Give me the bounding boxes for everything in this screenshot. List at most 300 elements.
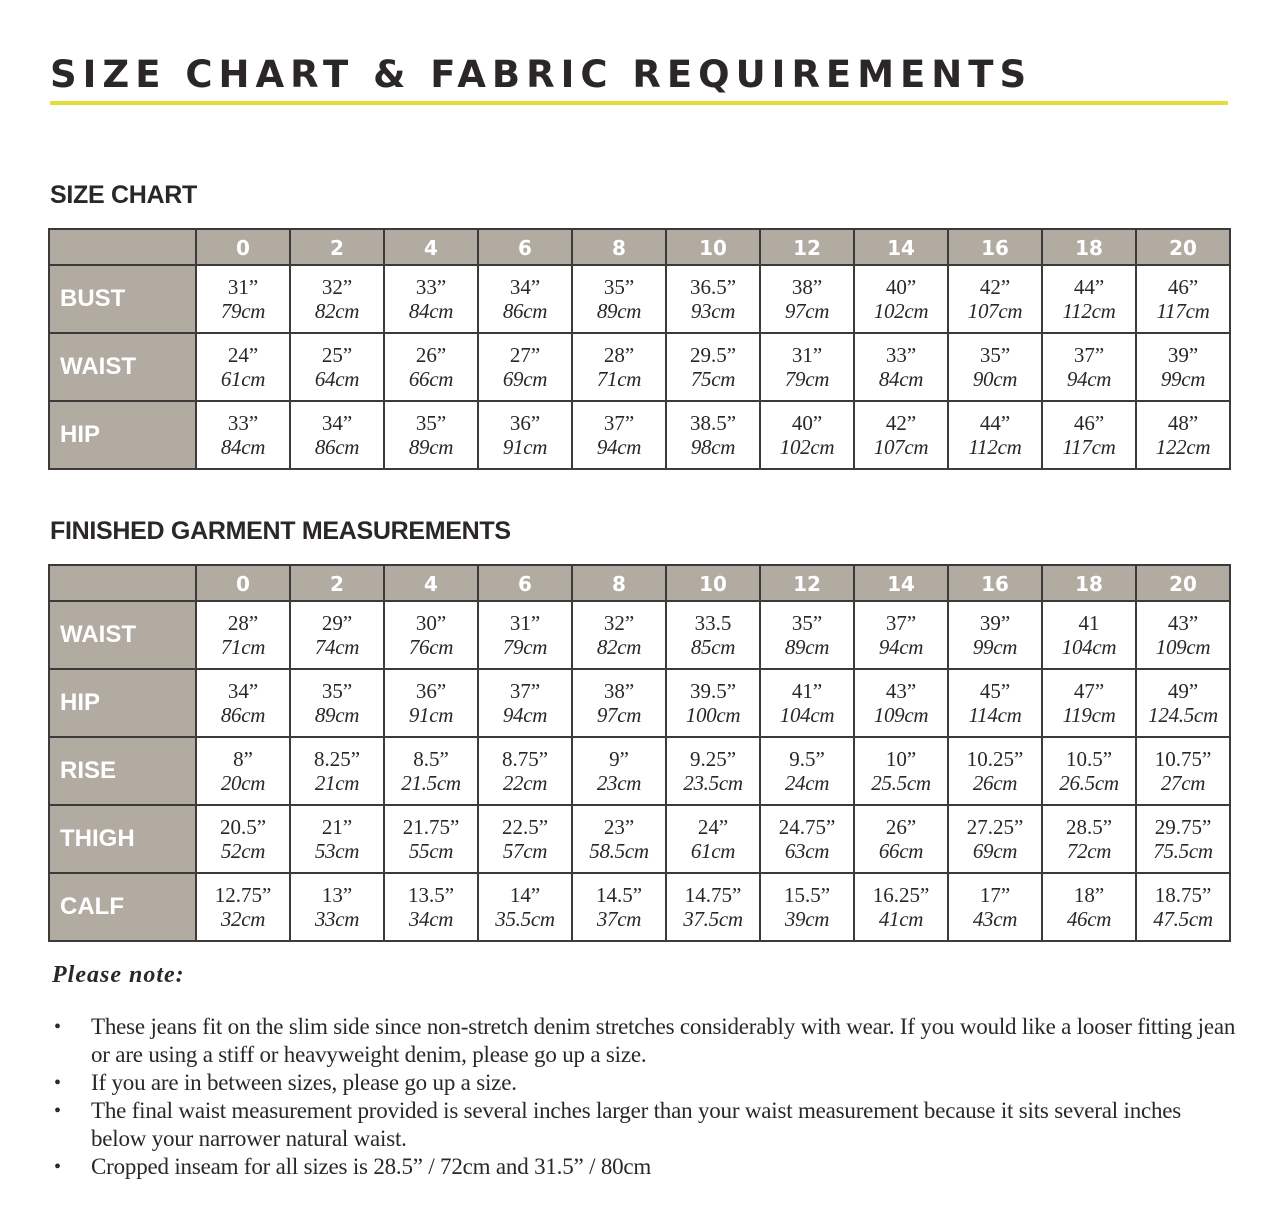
row-label: CALF [49, 873, 196, 941]
cm-value: 86cm [314, 435, 360, 459]
measurement-cell [854, 873, 948, 941]
cm-value: 34cm [408, 907, 454, 931]
cm-value: 99cm [972, 635, 1018, 659]
measurement-cell [1042, 333, 1136, 401]
inch-value: 20.5” [219, 815, 267, 839]
cm-value: 69cm [502, 367, 548, 391]
notes-list [50, 1013, 1240, 1181]
inch-value: 10” [885, 747, 917, 771]
cm-value: 39cm [784, 907, 830, 931]
inch-value: 8.75” [501, 747, 549, 771]
measurement-cell [478, 873, 572, 941]
cm-value: 47.5cm [1153, 907, 1213, 931]
inch-value: 37” [885, 611, 917, 635]
inch-value: 9.5” [789, 747, 825, 771]
inch-value: 35” [321, 679, 353, 703]
cm-value: 98cm [690, 435, 736, 459]
measurement-cell [854, 265, 948, 333]
inch-value: 10.75” [1154, 747, 1212, 771]
measurement-cell [384, 873, 478, 941]
inch-value: 39.5” [689, 679, 737, 703]
cm-value: 89cm [596, 299, 642, 323]
measurement-cell [1042, 737, 1136, 805]
inch-value: 13.5” [407, 883, 455, 907]
measurement-cell [478, 333, 572, 401]
cm-value: 102cm [779, 435, 835, 459]
cm-value: 94cm [878, 635, 924, 659]
measurement-cell [948, 601, 1042, 669]
measurement-cell [572, 737, 666, 805]
note-text: These jeans fit on the slim side since non-stretch denim stretches considerably with wear. If you would like a looser fitting jean or are using a stiff or heavyweight denim, please go up a size. [91, 1014, 1236, 1067]
measurement-cell [196, 601, 290, 669]
inch-value: 38.5” [689, 411, 737, 435]
cm-value: 75cm [690, 367, 736, 391]
cm-value: 107cm [967, 299, 1023, 323]
finished-row-rise [49, 737, 1230, 805]
measurement-cell [196, 265, 290, 333]
inch-value: 14” [509, 883, 541, 907]
cm-value: 84cm [220, 435, 266, 459]
measurement-cell [854, 333, 948, 401]
cm-value: 66cm [878, 839, 924, 863]
size-header: 2 [290, 565, 384, 601]
cm-value: 84cm [408, 299, 454, 323]
size-header: 4 [384, 229, 478, 265]
size-header: 20 [1136, 229, 1230, 265]
inch-value: 49” [1167, 679, 1199, 703]
measurement-cell [384, 265, 478, 333]
cm-value: 57cm [502, 839, 548, 863]
measurement-cell [666, 873, 760, 941]
measurement-cell [196, 401, 290, 469]
cm-value: 23cm [596, 771, 642, 795]
cm-value: 94cm [1066, 367, 1112, 391]
inch-value: 35” [603, 275, 635, 299]
cm-value: 84cm [878, 367, 924, 391]
cm-value: 109cm [873, 703, 929, 727]
cm-value: 75.5cm [1153, 839, 1213, 863]
cm-value: 107cm [873, 435, 929, 459]
finished-measurements-heading: FINISHED GARMENT MEASUREMENTS [50, 517, 511, 545]
cm-value: 102cm [873, 299, 929, 323]
measurement-cell [666, 401, 760, 469]
measurement-cell [572, 333, 666, 401]
cm-value: 85cm [690, 635, 736, 659]
cm-value: 61cm [690, 839, 736, 863]
row-label: THIGH [49, 805, 196, 873]
cm-value: 58.5cm [589, 839, 649, 863]
size-header: 14 [854, 565, 948, 601]
inch-value: 9.25” [689, 747, 737, 771]
cm-value: 112cm [968, 435, 1022, 459]
inch-value: 23” [603, 815, 635, 839]
finished-row-thigh [49, 805, 1230, 873]
inch-value: 36” [509, 411, 541, 435]
inch-value: 18” [1073, 883, 1105, 907]
row-label: BUST [49, 265, 196, 333]
inch-value: 40” [885, 275, 917, 299]
measurement-cell [666, 805, 760, 873]
measurement-cell [1136, 873, 1230, 941]
measurement-cell [572, 873, 666, 941]
inch-value: 45” [979, 679, 1011, 703]
inch-value: 29.5” [689, 343, 737, 367]
inch-value: 10.5” [1065, 747, 1113, 771]
finished-row-hip [49, 669, 1230, 737]
measurement-cell [948, 265, 1042, 333]
measurement-cell [478, 265, 572, 333]
size-header: 4 [384, 565, 478, 601]
measurement-cell [196, 669, 290, 737]
inch-value: 10.25” [966, 747, 1024, 771]
size-header: 18 [1042, 565, 1136, 601]
inch-value: 34” [227, 679, 259, 703]
measurement-cell [572, 265, 666, 333]
cm-value: 69cm [972, 839, 1018, 863]
cm-value: 89cm [314, 703, 360, 727]
cm-value: 63cm [784, 839, 830, 863]
cm-value: 22cm [502, 771, 548, 795]
note-text: Cropped inseam for all sizes is 28.5” / 72cm and 31.5” / 80cm [91, 1154, 652, 1179]
cm-value: 112cm [1062, 299, 1116, 323]
inch-value: 35” [415, 411, 447, 435]
inch-value: 41” [791, 679, 823, 703]
cm-value: 82cm [596, 635, 642, 659]
measurement-cell [572, 401, 666, 469]
inch-value: 26” [415, 343, 447, 367]
size-header: 6 [478, 229, 572, 265]
inch-value: 8” [233, 747, 253, 771]
cm-value: 23.5cm [683, 771, 743, 795]
cm-value: 33cm [314, 907, 360, 931]
note-item [50, 1153, 1240, 1181]
cm-value: 41cm [878, 907, 924, 931]
cm-value: 119cm [1062, 703, 1116, 727]
inch-value: 33” [885, 343, 917, 367]
finished-row-calf [49, 873, 1230, 941]
cm-value: 64cm [314, 367, 360, 391]
inch-value: 31” [791, 343, 823, 367]
size-header: 8 [572, 565, 666, 601]
row-label: HIP [49, 669, 196, 737]
measurement-cell [1136, 601, 1230, 669]
measurement-cell [666, 737, 760, 805]
title-divider [50, 101, 1228, 105]
cm-value: 26.5cm [1059, 771, 1119, 795]
inch-value: 32” [603, 611, 635, 635]
inch-value: 16.25” [872, 883, 930, 907]
inch-value: 37” [603, 411, 635, 435]
cm-value: 97cm [596, 703, 642, 727]
cm-value: 53cm [314, 839, 360, 863]
measurement-cell [854, 805, 948, 873]
size-header: 16 [948, 229, 1042, 265]
measurement-cell [1042, 669, 1136, 737]
inch-value: 40” [791, 411, 823, 435]
inch-value: 17” [979, 883, 1011, 907]
measurement-cell [572, 601, 666, 669]
measurement-cell [290, 873, 384, 941]
cm-value: 32cm [220, 907, 266, 931]
inch-value: 33” [227, 411, 259, 435]
inch-value: 18.75” [1154, 883, 1212, 907]
bullet-icon: • [54, 1100, 61, 1122]
inch-value: 31” [227, 275, 259, 299]
measurement-cell [1136, 737, 1230, 805]
cm-value: 104cm [779, 703, 835, 727]
measurement-cell [1136, 669, 1230, 737]
inch-value: 21.75” [402, 815, 460, 839]
measurement-cell [760, 805, 854, 873]
size-header: 6 [478, 565, 572, 601]
cm-value: 79cm [502, 635, 548, 659]
measurement-cell [290, 265, 384, 333]
inch-value: 36” [415, 679, 447, 703]
measurement-cell [948, 669, 1042, 737]
cm-value: 109cm [1155, 635, 1211, 659]
inch-value: 22.5” [501, 815, 549, 839]
measurement-cell [572, 805, 666, 873]
size-header: 10 [666, 565, 760, 601]
cm-value: 55cm [408, 839, 454, 863]
size-header: 8 [572, 229, 666, 265]
cm-value: 37.5cm [683, 907, 743, 931]
inch-value: 12.75” [214, 883, 272, 907]
inch-value: 14.5” [595, 883, 643, 907]
inch-value: 28” [603, 343, 635, 367]
cm-value: 72cm [1066, 839, 1112, 863]
inch-value: 24.75” [778, 815, 836, 839]
cm-value: 97cm [784, 299, 830, 323]
measurement-cell [384, 401, 478, 469]
inch-value: 47” [1073, 679, 1105, 703]
header-corner-cell [49, 565, 196, 601]
inch-value: 24” [227, 343, 259, 367]
inch-value: 8.25” [313, 747, 361, 771]
measurement-cell [948, 401, 1042, 469]
measurement-cell [760, 333, 854, 401]
finished-measurements-table [48, 564, 1231, 942]
cm-value: 89cm [784, 635, 830, 659]
measurement-cell [1136, 805, 1230, 873]
size-header: 10 [666, 229, 760, 265]
inch-value: 29.75” [1154, 815, 1212, 839]
measurement-cell [760, 873, 854, 941]
inch-value: 34” [509, 275, 541, 299]
inch-value: 48” [1167, 411, 1199, 435]
cm-value: 21.5cm [401, 771, 461, 795]
cm-value: 94cm [502, 703, 548, 727]
cm-value: 91cm [502, 435, 548, 459]
inch-value: 35” [791, 611, 823, 635]
cm-value: 79cm [784, 367, 830, 391]
cm-value: 86cm [220, 703, 266, 727]
size-header: 2 [290, 229, 384, 265]
size-header: 0 [196, 229, 290, 265]
inch-value: 31” [509, 611, 541, 635]
cm-value: 93cm [690, 299, 736, 323]
cm-value: 104cm [1061, 635, 1117, 659]
measurement-cell [1042, 805, 1136, 873]
cm-value: 100cm [685, 703, 741, 727]
measurement-cell [1136, 265, 1230, 333]
bullet-icon: • [54, 1072, 61, 1094]
measurement-cell [290, 669, 384, 737]
note-item [50, 1069, 1240, 1097]
inch-value: 34” [321, 411, 353, 435]
measurement-cell [478, 737, 572, 805]
cm-value: 24cm [784, 771, 830, 795]
inch-value: 8.5” [413, 747, 449, 771]
cm-value: 37cm [596, 907, 642, 931]
cm-value: 86cm [502, 299, 548, 323]
cm-value: 117cm [1062, 435, 1116, 459]
measurement-cell [760, 265, 854, 333]
measurement-cell [1042, 873, 1136, 941]
inch-value: 21” [321, 815, 353, 839]
measurement-cell [1042, 265, 1136, 333]
inch-value: 42” [979, 275, 1011, 299]
inch-value: 9” [609, 747, 629, 771]
bullet-icon: • [54, 1016, 61, 1038]
measurement-cell [478, 669, 572, 737]
cm-value: 43cm [972, 907, 1018, 931]
cm-value: 66cm [408, 367, 454, 391]
cm-value: 25.5cm [871, 771, 931, 795]
measurement-cell [384, 601, 478, 669]
cm-value: 71cm [220, 635, 266, 659]
measurement-cell [1042, 601, 1136, 669]
inch-value: 14.75” [684, 883, 742, 907]
cm-value: 76cm [408, 635, 454, 659]
finished-header-row [49, 565, 1230, 601]
cm-value: 27cm [1160, 771, 1206, 795]
cm-value: 90cm [972, 367, 1018, 391]
inch-value: 27” [509, 343, 541, 367]
cm-value: 21cm [314, 771, 360, 795]
note-text: If you are in between sizes, please go up a size. [91, 1070, 517, 1095]
measurement-cell [948, 805, 1042, 873]
cm-value: 114cm [968, 703, 1022, 727]
cm-value: 61cm [220, 367, 266, 391]
measurement-cell [384, 669, 478, 737]
measurement-cell [196, 873, 290, 941]
inch-value: 38” [603, 679, 635, 703]
inch-value: 42” [885, 411, 917, 435]
cm-value: 20cm [220, 771, 266, 795]
measurement-cell [478, 601, 572, 669]
size-header: 20 [1136, 565, 1230, 601]
measurement-cell [760, 737, 854, 805]
measurement-cell [1136, 333, 1230, 401]
size-chart-heading: SIZE CHART [50, 181, 198, 209]
measurement-cell [1136, 401, 1230, 469]
size-chart-row-hip [49, 401, 1230, 469]
inch-value: 35” [979, 343, 1011, 367]
inch-value: 41 [1078, 611, 1100, 635]
notes-heading: Please note: [52, 962, 185, 988]
measurement-cell [196, 737, 290, 805]
inch-value: 13” [321, 883, 353, 907]
measurement-cell [854, 669, 948, 737]
inch-value: 15.5” [783, 883, 831, 907]
measurement-cell [760, 401, 854, 469]
measurement-cell [666, 333, 760, 401]
cm-value: 71cm [596, 367, 642, 391]
measurement-cell [290, 401, 384, 469]
size-header: 12 [760, 565, 854, 601]
inch-value: 36.5” [689, 275, 737, 299]
finished-row-waist [49, 601, 1230, 669]
note-item [50, 1013, 1240, 1069]
measurement-cell [572, 669, 666, 737]
measurement-cell [478, 401, 572, 469]
cm-value: 122cm [1155, 435, 1211, 459]
inch-value: 28” [227, 611, 259, 635]
measurement-cell [384, 737, 478, 805]
size-chart-table [48, 228, 1231, 470]
inch-value: 46” [1073, 411, 1105, 435]
inch-value: 26” [885, 815, 917, 839]
inch-value: 25” [321, 343, 353, 367]
inch-value: 38” [791, 275, 823, 299]
inch-value: 30” [415, 611, 447, 635]
measurement-cell [196, 805, 290, 873]
measurement-cell [290, 601, 384, 669]
measurement-cell [478, 805, 572, 873]
cm-value: 46cm [1066, 907, 1112, 931]
row-label: HIP [49, 401, 196, 469]
measurement-cell [760, 669, 854, 737]
measurement-cell [1042, 401, 1136, 469]
row-label: WAIST [49, 333, 196, 401]
size-header: 0 [196, 565, 290, 601]
measurement-cell [666, 669, 760, 737]
cm-value: 94cm [596, 435, 642, 459]
note-item [50, 1097, 1240, 1153]
inch-value: 24” [697, 815, 729, 839]
inch-value: 37” [1073, 343, 1105, 367]
cm-value: 79cm [220, 299, 266, 323]
measurement-cell [384, 805, 478, 873]
size-header: 18 [1042, 229, 1136, 265]
inch-value: 43” [1167, 611, 1199, 635]
cm-value: 117cm [1156, 299, 1210, 323]
inch-value: 28.5” [1065, 815, 1113, 839]
inch-value: 29” [321, 611, 353, 635]
inch-value: 39” [979, 611, 1011, 635]
size-header: 14 [854, 229, 948, 265]
row-label: WAIST [49, 601, 196, 669]
cm-value: 52cm [220, 839, 266, 863]
bullet-icon: • [54, 1156, 61, 1178]
size-chart-header-row [49, 229, 1230, 265]
cm-value: 99cm [1160, 367, 1206, 391]
measurement-cell [290, 737, 384, 805]
size-chart-row-waist [49, 333, 1230, 401]
measurement-cell [760, 601, 854, 669]
measurement-cell [854, 401, 948, 469]
cm-value: 124.5cm [1148, 703, 1218, 727]
inch-value: 37” [509, 679, 541, 703]
cm-value: 82cm [314, 299, 360, 323]
inch-value: 43” [885, 679, 917, 703]
measurement-cell [948, 737, 1042, 805]
measurement-cell [666, 601, 760, 669]
measurement-cell [196, 333, 290, 401]
header-corner-cell [49, 229, 196, 265]
page-title: SIZE CHART & FABRIC REQUIREMENTS [50, 53, 1033, 96]
